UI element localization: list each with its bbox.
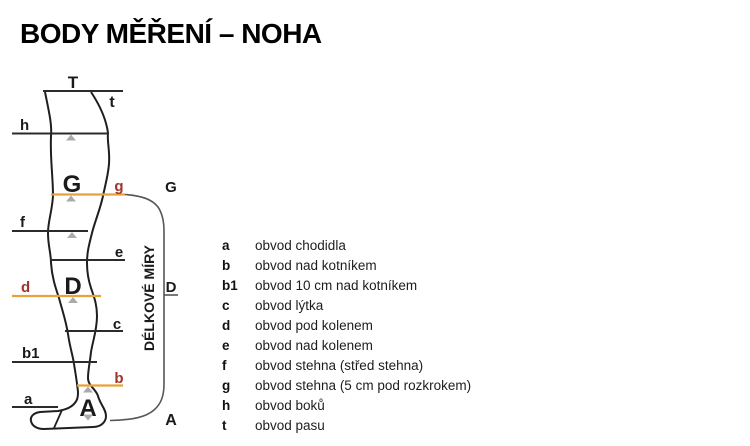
label-T: T (67, 73, 79, 92)
page-title: BODY MĚŘENÍ – NOHA (20, 18, 322, 49)
bracket-label-A: A (165, 412, 177, 429)
legend-label-b: obvod nad kotníkem (255, 258, 377, 273)
legend-key-t: t (222, 418, 227, 433)
legend-row-b (222, 256, 552, 276)
label-b1: b1 (22, 345, 40, 362)
legend-label-d: obvod pod kolenem (255, 318, 373, 333)
label-D-big: D (64, 273, 82, 300)
label-A-big: A (79, 395, 97, 422)
label-g: g (114, 178, 124, 195)
label-G-big: G (62, 171, 82, 198)
legend-key-g: g (222, 378, 231, 393)
bracket-label-D: D (165, 279, 177, 296)
length-measures-label: DÉLKOVÉ MÍRY (141, 244, 157, 352)
legend-key-f: f (222, 358, 227, 373)
legend-row-d (222, 316, 552, 336)
legend-row-a (222, 236, 552, 256)
legend-label-a: obvod chodidla (255, 238, 346, 253)
label-e: e (114, 244, 124, 261)
leg-diagram-svg (0, 60, 200, 441)
legend-row-h (222, 396, 552, 416)
marker-h-icon (66, 135, 76, 141)
legend-key-b1: b1 (222, 278, 238, 293)
label-b: b (114, 370, 124, 387)
bracket-label-G: G (165, 179, 177, 196)
legend-row-e (222, 336, 552, 356)
legend-key-a: a (222, 238, 230, 253)
legend-key-d: d (222, 318, 231, 333)
label-c: c (112, 316, 122, 333)
label-h: h (20, 117, 30, 134)
legend-label-e: obvod nad kolenem (255, 338, 373, 353)
legend-key-b: b (222, 258, 231, 273)
legend-row-f (222, 356, 552, 376)
label-d: d (21, 279, 31, 296)
legend-label-f: obvod stehna (střed stehna) (255, 358, 424, 373)
legend-key-e: e (222, 338, 230, 353)
legend-label-b1: obvod 10 cm nad kotníkem (255, 278, 418, 293)
legend-label-g: obvod stehna (5 cm pod rozkrokem) (255, 378, 472, 393)
legend (222, 236, 552, 436)
leg-measurement-diagram (0, 60, 200, 441)
legend-row-c (222, 296, 552, 316)
legend-row-t (222, 416, 552, 436)
legend-label-t: obvod pasu (255, 418, 325, 433)
legend-key-c: c (222, 298, 230, 313)
legend-label-c: obvod lýtka (255, 298, 324, 313)
marker-f-icon (67, 232, 77, 238)
legend-label-h: obvod boků (255, 398, 325, 413)
toe-box-line (54, 410, 62, 428)
legend-row-b1 (222, 276, 552, 296)
legend-key-h: h (222, 398, 231, 413)
label-t: t (109, 94, 115, 111)
label-a: a (24, 391, 33, 408)
label-f: f (20, 214, 25, 231)
legend-row-g (222, 376, 552, 396)
